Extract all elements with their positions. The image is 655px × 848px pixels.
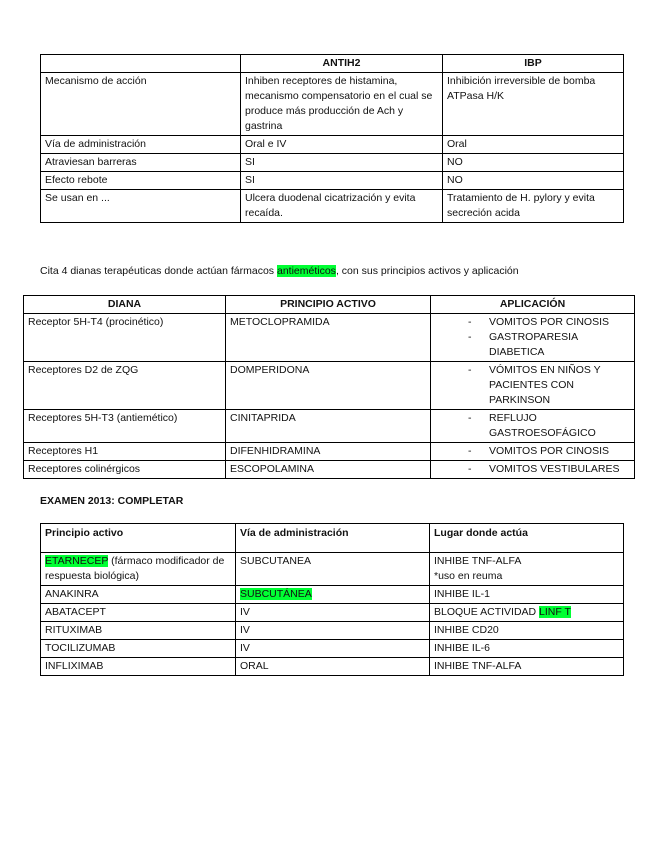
list-item: - GASTROPARESIA DIABETICA	[435, 330, 630, 360]
antih2-ibp-table	[40, 54, 624, 223]
lugar-cell: INHIBE TNF-ALFA	[430, 658, 624, 676]
exam-table	[40, 523, 624, 676]
lugar-cell	[430, 553, 624, 586]
header-cell: ANTIH2	[241, 55, 443, 73]
aplicacion-cell	[431, 410, 635, 443]
highlighted-lugar: LINF T	[539, 606, 571, 618]
highlighted-word: antieméticos	[276, 265, 336, 277]
header-cell: IBP	[443, 55, 624, 73]
row-label: Mecanismo de acción	[41, 73, 241, 136]
header-cell: Vía de administración	[236, 524, 430, 553]
highlighted-via: SUBCUTÁNEA	[240, 588, 312, 600]
table-row	[24, 410, 635, 443]
principio-cell: DIFENHIDRAMINA	[226, 443, 431, 461]
ibp-cell: Tratamiento de H. pylory y evita secreción acida	[443, 190, 624, 223]
exam-title: EXAMEN 2013: COMPLETAR	[40, 495, 184, 507]
table-row	[24, 362, 635, 410]
table-row	[41, 154, 624, 172]
highlighted-drug: ETARNECEP	[45, 555, 109, 567]
principio-cell: DOMPERIDONA	[226, 362, 431, 410]
antih2-cell: Inhiben receptores de histamina, mecanismo compensatorio en el cual se produce más producción de Ach y gastrina	[241, 73, 443, 136]
lugar-text: BLOQUE ACTIVIDAD	[434, 606, 540, 618]
table-row	[41, 553, 624, 586]
principio-cell: CINITAPRIDA	[226, 410, 431, 443]
sentence-text: Cita 4 dianas terapéuticas donde actúan fármacos	[40, 265, 277, 277]
table-row	[24, 443, 635, 461]
sentence-text: , con sus principios activos y aplicación	[335, 265, 519, 277]
via-cell: IV	[236, 604, 430, 622]
drug-note: (fármaco modificador de respuesta biológica)	[45, 555, 225, 582]
table-row	[41, 604, 624, 622]
principio-cell: ESCOPOLAMINA	[226, 461, 431, 479]
lugar-cell: INHIBE CD20	[430, 622, 624, 640]
ibp-cell: Inhibición irreversible de bomba ATPasa H/K	[443, 73, 624, 136]
table-row	[24, 314, 635, 362]
table-header-row	[24, 296, 635, 314]
antih2-cell: Ulcera duodenal cicatrización y evita recaída.	[241, 190, 443, 223]
lugar-cell	[430, 604, 624, 622]
list-item: - VOMITOS VESTIBULARES	[435, 462, 630, 477]
row-label: Efecto rebote	[41, 172, 241, 190]
aplicacion-cell	[431, 314, 635, 362]
table-row	[41, 658, 624, 676]
principio-cell: ABATACEPT	[41, 604, 236, 622]
header-cell: PRINCIPIO ACTIVO	[226, 296, 431, 314]
table-row	[41, 172, 624, 190]
principio-cell: INFLIXIMAB	[41, 658, 236, 676]
lugar-cell: INHIBE IL-6	[430, 640, 624, 658]
principio-cell: RITUXIMAB	[41, 622, 236, 640]
antih2-cell: Oral e IV	[241, 136, 443, 154]
aplicacion-cell	[431, 443, 635, 461]
diana-cell: Receptores D2 de ZQG	[24, 362, 226, 410]
list-item: - REFLUJO GASTROESOFÁGICO	[435, 411, 630, 441]
row-label: Se usan en ...	[41, 190, 241, 223]
header-cell: DIANA	[24, 296, 226, 314]
via-cell: SUBCUTANEA	[236, 553, 430, 586]
diana-cell: Receptores colinérgicos	[24, 461, 226, 479]
table-row	[24, 461, 635, 479]
principio-cell: TOCILIZUMAB	[41, 640, 236, 658]
via-cell: IV	[236, 640, 430, 658]
diana-cell: Receptores 5H-T3 (antiemético)	[24, 410, 226, 443]
table-row	[41, 190, 624, 223]
diana-cell: Receptor 5H-T4 (procinético)	[24, 314, 226, 362]
list-item: - VOMITOS POR CINOSIS	[435, 315, 630, 330]
aplicacion-cell	[431, 461, 635, 479]
header-cell: Principio activo	[41, 524, 236, 553]
table-row	[41, 586, 624, 604]
antih2-cell: SI	[241, 172, 443, 190]
principio-cell: ANAKINRA	[41, 586, 236, 604]
lugar-text: INHIBE TNF-ALFA	[434, 555, 522, 567]
principio-cell: METOCLOPRAMIDA	[226, 314, 431, 362]
header-cell	[41, 55, 241, 73]
via-cell	[236, 586, 430, 604]
row-label: Vía de administración	[41, 136, 241, 154]
aplicacion-cell	[431, 362, 635, 410]
lugar-note: *uso en reuma	[434, 570, 503, 582]
via-cell: ORAL	[236, 658, 430, 676]
diana-cell: Receptores H1	[24, 443, 226, 461]
antih2-cell: SI	[241, 154, 443, 172]
header-cell: Lugar donde actúa	[430, 524, 624, 553]
ibp-cell: NO	[443, 154, 624, 172]
table-row	[41, 640, 624, 658]
table-row	[41, 73, 624, 136]
antiemetic-targets-table	[23, 295, 635, 479]
ibp-cell: NO	[443, 172, 624, 190]
list-item: - VÓMITOS EN NIÑOS Y PACIENTES CON PARKINSON	[435, 363, 630, 408]
via-cell: IV	[236, 622, 430, 640]
row-label: Atraviesan barreras	[41, 154, 241, 172]
principio-cell	[41, 553, 236, 586]
table-header-row	[41, 524, 624, 553]
ibp-cell: Oral	[443, 136, 624, 154]
question-sentence	[40, 264, 519, 279]
table-header-row	[41, 55, 624, 73]
header-cell: APLICACIÓN	[431, 296, 635, 314]
table-row	[41, 622, 624, 640]
list-item: - VOMITOS POR CINOSIS	[435, 444, 630, 459]
lugar-cell: INHIBE IL-1	[430, 586, 624, 604]
table-row	[41, 136, 624, 154]
